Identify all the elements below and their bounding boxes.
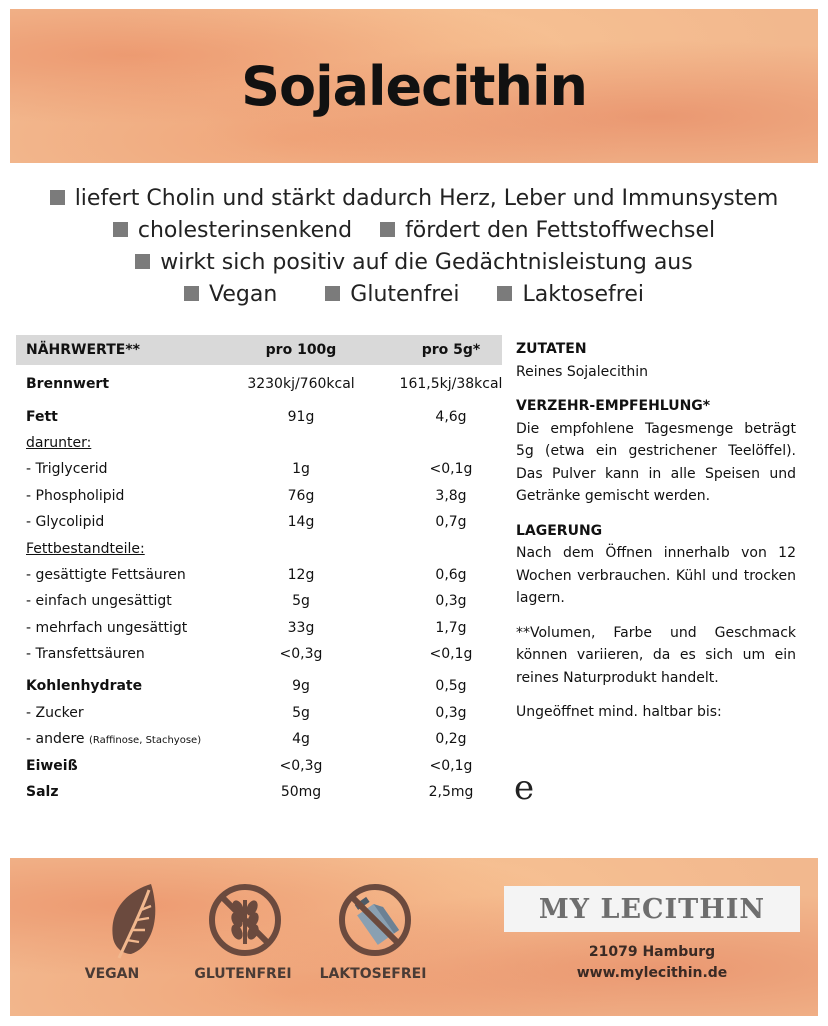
vegan-logo (80, 858, 190, 960)
table-row: darunter: (26, 434, 92, 451)
product-title: Sojalecithin (241, 54, 587, 118)
note-section (516, 622, 796, 690)
lactosefree-label: LAKTOSEFREI (319, 966, 427, 982)
header-nutrients: NÄHRWERTE** (26, 342, 140, 358)
benefit-line-3 (10, 247, 818, 279)
benefit-item: wirkt sich positiv auf die Gedächtnisleistung aus (160, 250, 693, 275)
bullet-square-icon (50, 190, 65, 205)
title-banner (10, 9, 818, 163)
nutrition-header-row (16, 335, 502, 365)
note-text: **Volumen, Farbe und Geschmack können variieren, da es sich um ein reines Naturprodukt handelt. (516, 624, 796, 686)
table-row: - andere (Raffinose, Stachyose) 4g 0,2g (26, 731, 467, 748)
storage-section (516, 520, 796, 610)
best-before-section (516, 701, 796, 724)
benefit-item: Laktosefrei (522, 282, 644, 307)
bullet-square-icon (184, 286, 199, 301)
brand-city: 21079 Hamburg (588, 944, 716, 960)
glutenfree-label: GLUTENFREI (194, 966, 292, 982)
benefit-line-4 (10, 279, 818, 311)
benefit-item: fördert den Fettstoffwechsel (405, 218, 716, 243)
table-row: Fettbestandteile: (26, 540, 145, 557)
leaf-icon (105, 882, 165, 960)
e-mark-icon: e (514, 768, 535, 808)
table-row: - Glycolipid 14g 0,7g (26, 514, 467, 531)
row-label: - andere (26, 731, 85, 748)
vegan-label: VEGAN (84, 966, 140, 982)
storage-text: Nach dem Öffnen innerhalb von 12 Wochen verbrauchen. Kühl und trocken lagern. (516, 545, 796, 606)
brand-url[interactable]: www.mylecithin.de (576, 965, 728, 981)
benefit-item: liefert Cholin und stärkt dadurch Herz, Leber und Immunsystem (74, 186, 779, 211)
table-row: Brennwert 3230kj/760kcal 161,5kj/38kcal (26, 376, 503, 393)
bullet-square-icon (325, 286, 340, 301)
table-row: - Phospholipid 76g 3,8g (26, 487, 467, 504)
nutrition-table (16, 335, 502, 805)
ingredients-text: Reines Sojalecithin (516, 363, 648, 380)
header-per-100g: pro 100g (265, 342, 337, 358)
lactosefree-logo (320, 858, 430, 958)
header-per-5g: pro 5g* (421, 342, 481, 358)
brand-name: MY LECITHIN (538, 893, 766, 925)
ingredients-heading: ZUTATEN (516, 341, 587, 357)
bullet-square-icon (497, 286, 512, 301)
bullet-square-icon (113, 222, 128, 237)
bullet-square-icon (380, 222, 395, 237)
footer-banner (10, 858, 818, 1016)
table-row: Kohlenhydrate 9g 0,5g (26, 678, 467, 695)
benefit-line-2 (10, 215, 818, 247)
storage-heading: LAGERUNG (516, 522, 603, 539)
table-row: - Triglycerid 1g <0,1g (26, 461, 473, 478)
benefit-item: Vegan (209, 282, 278, 307)
glutenfree-logo (190, 858, 300, 958)
benefit-item: cholesterinsenkend (137, 218, 353, 243)
benefit-line-1 (10, 183, 818, 215)
benefits-list (10, 183, 818, 311)
table-row: - mehrfach ungesättigt 33g 1,7g (26, 619, 467, 636)
usage-section (516, 395, 796, 508)
table-row: - Transfettsäuren <0,3g <0,1g (26, 646, 473, 663)
bullet-square-icon (135, 254, 150, 269)
brand-logo-box (504, 886, 800, 932)
table-row: - einfach ungesättigt 5g 0,3g (26, 593, 467, 610)
best-before-text: Ungeöffnet mind. haltbar bis: (516, 704, 722, 720)
table-row: Salz 50mg 2,5mg (26, 784, 474, 801)
table-row: Eiweiß <0,3g <0,1g (26, 757, 473, 774)
product-info (516, 338, 796, 736)
no-wheat-icon (207, 882, 283, 958)
benefit-item: Glutenfrei (350, 282, 460, 307)
usage-text: Die empfohlene Tagesmenge beträgt 5g (etwa ein gestrichener Teelöffel). Das Pulver kann in alle Speisen und Getränke gemischt werden. (516, 420, 796, 504)
usage-heading: VERZEHR-EMPFEHLUNG* (516, 398, 711, 414)
table-row: Fett 91g 4,6g (26, 408, 467, 425)
ingredients-section (516, 338, 796, 383)
table-row: - Zucker 5g 0,3g (26, 704, 467, 721)
table-row: - gesättigte Fettsäuren 12g 0,6g (26, 566, 467, 583)
row-label-note: (Raffinose, Stachyose) (88, 735, 202, 747)
no-milk-icon (337, 882, 413, 958)
